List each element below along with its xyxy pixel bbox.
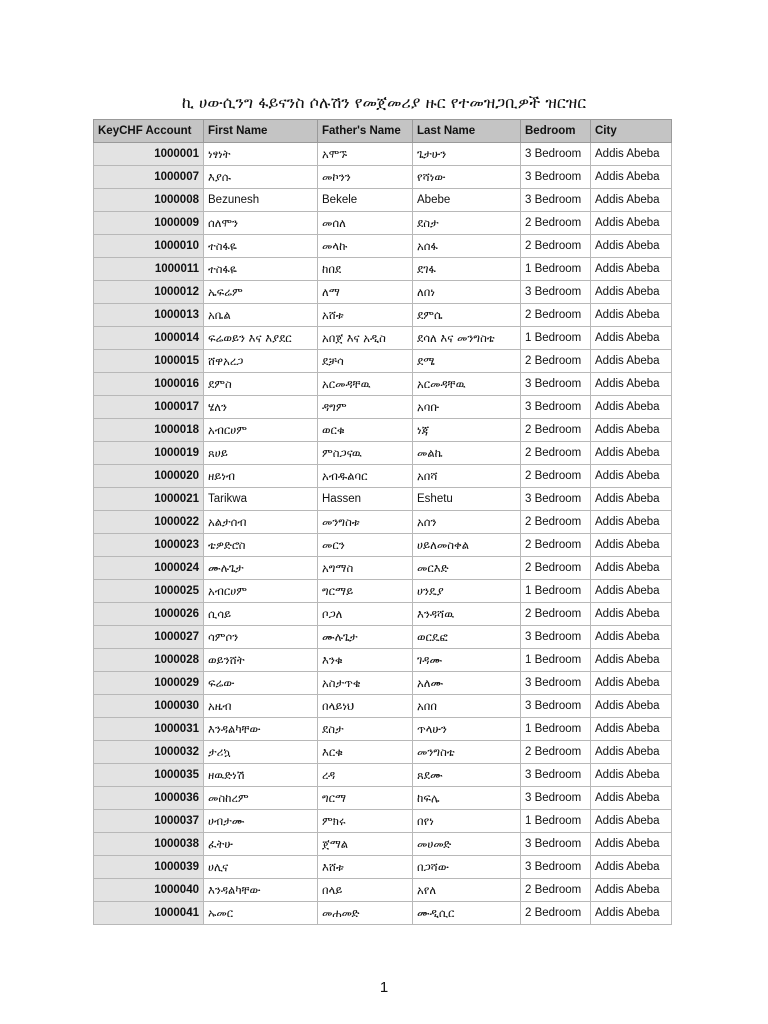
first-name-cell: ተስፋዬ [204, 258, 318, 281]
first-name-cell: ደምስ [204, 373, 318, 396]
bedroom-cell: 3 Bedroom [521, 281, 591, 304]
fathers-name-cell: አሞኙ [318, 143, 413, 166]
city-cell: Addis Abeba [591, 166, 672, 189]
first-name-cell: ተስፋዬ [204, 235, 318, 258]
account-cell: 1000020 [94, 465, 204, 488]
bedroom-cell: 3 Bedroom [521, 166, 591, 189]
bedroom-cell: 3 Bedroom [521, 373, 591, 396]
fathers-name-cell: እንቁ [318, 649, 413, 672]
bedroom-cell: 3 Bedroom [521, 764, 591, 787]
city-cell: Addis Abeba [591, 810, 672, 833]
table-row [94, 534, 672, 557]
city-cell: Addis Abeba [591, 258, 672, 281]
first-name-cell: አልታሰብ [204, 511, 318, 534]
fathers-name-cell: ለማ [318, 281, 413, 304]
last-name-cell: እንዳሻዉ [413, 603, 521, 626]
header-bedroom: Bedroom [521, 120, 591, 143]
last-name-cell: አሰን [413, 511, 521, 534]
last-name-cell: ከፍሌ [413, 787, 521, 810]
city-cell: Addis Abeba [591, 626, 672, 649]
bedroom-cell: 3 Bedroom [521, 143, 591, 166]
fathers-name-cell: እሸቱ [318, 856, 413, 879]
account-cell: 1000032 [94, 741, 204, 764]
account-cell: 1000030 [94, 695, 204, 718]
first-name-cell: ሸዋአረጋ [204, 350, 318, 373]
account-cell: 1000019 [94, 442, 204, 465]
last-name-cell: መልኬ [413, 442, 521, 465]
city-cell: Addis Abeba [591, 534, 672, 557]
table-row [94, 603, 672, 626]
city-cell: Addis Abeba [591, 327, 672, 350]
bedroom-cell: 3 Bedroom [521, 695, 591, 718]
city-cell: Addis Abeba [591, 419, 672, 442]
fathers-name-cell: አበጀ እና አዲስ [318, 327, 413, 350]
account-cell: 1000025 [94, 580, 204, 603]
account-cell: 1000011 [94, 258, 204, 281]
fathers-name-cell: በላይ [318, 879, 413, 902]
table-row [94, 810, 672, 833]
table-row [94, 695, 672, 718]
account-cell: 1000029 [94, 672, 204, 695]
first-name-cell: ፈትሁ [204, 833, 318, 856]
first-name-cell: ሰለሞን [204, 212, 318, 235]
fathers-name-cell: ከበደ [318, 258, 413, 281]
bedroom-cell: 3 Bedroom [521, 626, 591, 649]
bedroom-cell: 2 Bedroom [521, 902, 591, 925]
fathers-name-cell: መርን [318, 534, 413, 557]
city-cell: Addis Abeba [591, 396, 672, 419]
first-name-cell: ሙሉጌታ [204, 557, 318, 580]
bedroom-cell: 2 Bedroom [521, 534, 591, 557]
last-name-cell: አባቡ [413, 396, 521, 419]
header-city: City [591, 120, 672, 143]
last-name-cell: አየለ [413, 879, 521, 902]
account-cell: 1000037 [94, 810, 204, 833]
table-row [94, 143, 672, 166]
city-cell: Addis Abeba [591, 787, 672, 810]
fathers-name-cell: ደስታ [318, 718, 413, 741]
header-keychf-account: KeyCHF Account [94, 120, 204, 143]
account-cell: 1000022 [94, 511, 204, 534]
city-cell: Addis Abeba [591, 281, 672, 304]
header-fathers-name: Father's Name [318, 120, 413, 143]
city-cell: Addis Abeba [591, 557, 672, 580]
fathers-name-cell: ዳግም [318, 396, 413, 419]
first-name-cell: አቤል [204, 304, 318, 327]
table-row [94, 327, 672, 350]
account-cell: 1000031 [94, 718, 204, 741]
account-cell: 1000001 [94, 143, 204, 166]
city-cell: Addis Abeba [591, 902, 672, 925]
first-name-cell: Bezunesh [204, 189, 318, 212]
last-name-cell: Eshetu [413, 488, 521, 511]
city-cell: Addis Abeba [591, 143, 672, 166]
first-name-cell: ሲሳይ [204, 603, 318, 626]
table-row [94, 580, 672, 603]
first-name-cell: እያሱ [204, 166, 318, 189]
last-name-cell: መርእድ [413, 557, 521, 580]
account-cell: 1000028 [94, 649, 204, 672]
first-name-cell: ኡመር [204, 902, 318, 925]
table-row [94, 373, 672, 396]
bedroom-cell: 1 Bedroom [521, 580, 591, 603]
first-name-cell: ዘይነብ [204, 465, 318, 488]
bedroom-cell: 2 Bedroom [521, 511, 591, 534]
table-row [94, 442, 672, 465]
account-cell: 1000036 [94, 787, 204, 810]
last-name-cell: ደገፋ [413, 258, 521, 281]
header-last-name: Last Name [413, 120, 521, 143]
last-name-cell: አበበ [413, 695, 521, 718]
last-name-cell: ጥላሁን [413, 718, 521, 741]
first-name-cell: ኤፍሬም [204, 281, 318, 304]
first-name-cell: አብርሀም [204, 580, 318, 603]
first-name-cell: ሀብታሙ [204, 810, 318, 833]
last-name-cell: መሀመድ [413, 833, 521, 856]
table-row [94, 718, 672, 741]
table-row [94, 626, 672, 649]
first-name-cell: አብርሀም [204, 419, 318, 442]
last-name-cell: ለበነ [413, 281, 521, 304]
fathers-name-cell: አሸቱ [318, 304, 413, 327]
table-row [94, 557, 672, 580]
table-row [94, 465, 672, 488]
first-name-cell: ወይንሸት [204, 649, 318, 672]
bedroom-cell: 2 Bedroom [521, 350, 591, 373]
city-cell: Addis Abeba [591, 718, 672, 741]
account-cell: 1000039 [94, 856, 204, 879]
table-row [94, 166, 672, 189]
first-name-cell: አዜብ [204, 695, 318, 718]
first-name-cell: Tarikwa [204, 488, 318, 511]
last-name-cell: ጸደሙ [413, 764, 521, 787]
bedroom-cell: 2 Bedroom [521, 603, 591, 626]
table-row [94, 511, 672, 534]
last-name-cell: ሀይለመስቀል [413, 534, 521, 557]
last-name-cell: ደስታ [413, 212, 521, 235]
city-cell: Addis Abeba [591, 465, 672, 488]
account-cell: 1000009 [94, 212, 204, 235]
last-name-cell: በጋሻው [413, 856, 521, 879]
fathers-name-cell: ረዳ [318, 764, 413, 787]
first-name-cell: ታሪኳ [204, 741, 318, 764]
account-cell: 1000007 [94, 166, 204, 189]
account-cell: 1000040 [94, 879, 204, 902]
table-row [94, 212, 672, 235]
bedroom-cell: 1 Bedroom [521, 718, 591, 741]
fathers-name-cell: ግርማ [318, 787, 413, 810]
city-cell: Addis Abeba [591, 488, 672, 511]
fathers-name-cell: ጀማል [318, 833, 413, 856]
bedroom-cell: 2 Bedroom [521, 304, 591, 327]
fathers-name-cell: መንግስቱ [318, 511, 413, 534]
account-cell: 1000018 [94, 419, 204, 442]
bedroom-cell: 2 Bedroom [521, 442, 591, 465]
document-title: ኪ ሀውሲንግ ፋይናንስ ሶሉሽን የመጀመሪያ ዙር የተመዝጋቢዎች ዝርዝር [181, 93, 587, 112]
account-cell: 1000023 [94, 534, 204, 557]
fathers-name-cell: መኮንን [318, 166, 413, 189]
city-cell: Addis Abeba [591, 764, 672, 787]
first-name-cell: ጸሀይ [204, 442, 318, 465]
table-row [94, 764, 672, 787]
first-name-cell: ሀሊና [204, 856, 318, 879]
city-cell: Addis Abeba [591, 741, 672, 764]
first-name-cell: ሳምሶን [204, 626, 318, 649]
table-row [94, 672, 672, 695]
city-cell: Addis Abeba [591, 373, 672, 396]
city-cell: Addis Abeba [591, 695, 672, 718]
bedroom-cell: 3 Bedroom [521, 396, 591, 419]
last-name-cell: ገዳሙ [413, 649, 521, 672]
last-name-cell: የሻነው [413, 166, 521, 189]
fathers-name-cell: አርመዳቸዉ [318, 373, 413, 396]
fathers-name-cell: መሰለ [318, 212, 413, 235]
account-cell: 1000024 [94, 557, 204, 580]
bedroom-cell: 2 Bedroom [521, 741, 591, 764]
city-cell: Addis Abeba [591, 511, 672, 534]
first-name-cell: ፍሬው [204, 672, 318, 695]
bedroom-cell: 2 Bedroom [521, 557, 591, 580]
fathers-name-cell: ቦጋለ [318, 603, 413, 626]
first-name-cell: ቴዎድሮስ [204, 534, 318, 557]
fathers-name-cell: Bekele [318, 189, 413, 212]
table-row [94, 304, 672, 327]
last-name-cell: በየነ [413, 810, 521, 833]
last-name-cell: መንግስቴ [413, 741, 521, 764]
bedroom-cell: 2 Bedroom [521, 419, 591, 442]
last-name-cell: ነጃ [413, 419, 521, 442]
fathers-name-cell: ግርማይ [318, 580, 413, 603]
fathers-name-cell: መላኩ [318, 235, 413, 258]
table-row [94, 649, 672, 672]
city-cell: Addis Abeba [591, 603, 672, 626]
fathers-name-cell: እርቁ [318, 741, 413, 764]
city-cell: Addis Abeba [591, 350, 672, 373]
bedroom-cell: 3 Bedroom [521, 833, 591, 856]
last-name-cell: አሰፋ [413, 235, 521, 258]
city-cell: Addis Abeba [591, 442, 672, 465]
account-cell: 1000027 [94, 626, 204, 649]
last-name-cell: ሀንዴያ [413, 580, 521, 603]
last-name-cell: አለሙ [413, 672, 521, 695]
table-row [94, 235, 672, 258]
bedroom-cell: 1 Bedroom [521, 649, 591, 672]
fathers-name-cell: Hassen [318, 488, 413, 511]
fathers-name-cell: ደቻሳ [318, 350, 413, 373]
account-cell: 1000008 [94, 189, 204, 212]
bedroom-cell: 1 Bedroom [521, 258, 591, 281]
table-row [94, 879, 672, 902]
table-row [94, 419, 672, 442]
last-name-cell: ደምሴ [413, 304, 521, 327]
city-cell: Addis Abeba [591, 189, 672, 212]
account-cell: 1000041 [94, 902, 204, 925]
first-name-cell: እንዳልካቸው [204, 879, 318, 902]
page-number: 1 [379, 979, 389, 996]
bedroom-cell: 2 Bedroom [521, 465, 591, 488]
account-cell: 1000012 [94, 281, 204, 304]
city-cell: Addis Abeba [591, 649, 672, 672]
account-cell: 1000013 [94, 304, 204, 327]
last-name-cell: ሙዲሲር [413, 902, 521, 925]
last-name-cell: Abebe [413, 189, 521, 212]
fathers-name-cell: አስታጥቄ [318, 672, 413, 695]
account-cell: 1000038 [94, 833, 204, 856]
last-name-cell: ደሳለ እና መንግስቴ [413, 327, 521, 350]
header-first-name: First Name [204, 120, 318, 143]
first-name-cell: ፍሬወይን እና እያደር [204, 327, 318, 350]
table-row [94, 856, 672, 879]
bedroom-cell: 3 Bedroom [521, 189, 591, 212]
account-cell: 1000016 [94, 373, 204, 396]
bedroom-cell: 2 Bedroom [521, 212, 591, 235]
account-cell: 1000021 [94, 488, 204, 511]
table-row [94, 258, 672, 281]
first-name-cell: መስከረም [204, 787, 318, 810]
table-row [94, 281, 672, 304]
fathers-name-cell: ምክሩ [318, 810, 413, 833]
account-cell: 1000026 [94, 603, 204, 626]
account-cell: 1000010 [94, 235, 204, 258]
fathers-name-cell: አብዱልባር [318, 465, 413, 488]
fathers-name-cell: ወርቁ [318, 419, 413, 442]
account-cell: 1000014 [94, 327, 204, 350]
bedroom-cell: 3 Bedroom [521, 856, 591, 879]
fathers-name-cell: መሐመድ [318, 902, 413, 925]
last-name-cell: ወርዴፎ [413, 626, 521, 649]
bedroom-cell: 3 Bedroom [521, 488, 591, 511]
account-cell: 1000017 [94, 396, 204, 419]
fathers-name-cell: ምስጋናዉ [318, 442, 413, 465]
bedroom-cell: 3 Bedroom [521, 787, 591, 810]
bedroom-cell: 1 Bedroom [521, 810, 591, 833]
table-row [94, 189, 672, 212]
city-cell: Addis Abeba [591, 235, 672, 258]
account-cell: 1000035 [94, 764, 204, 787]
city-cell: Addis Abeba [591, 833, 672, 856]
account-cell: 1000015 [94, 350, 204, 373]
fathers-name-cell: አግማስ [318, 557, 413, 580]
city-cell: Addis Abeba [591, 580, 672, 603]
last-name-cell: ጌታሁን [413, 143, 521, 166]
last-name-cell: አበሻ [413, 465, 521, 488]
city-cell: Addis Abeba [591, 672, 672, 695]
city-cell: Addis Abeba [591, 304, 672, 327]
first-name-cell: ሄለን [204, 396, 318, 419]
city-cell: Addis Abeba [591, 879, 672, 902]
first-name-cell: ነፃነት [204, 143, 318, 166]
table-row [94, 833, 672, 856]
last-name-cell: ደሜ [413, 350, 521, 373]
table-row [94, 741, 672, 764]
bedroom-cell: 3 Bedroom [521, 672, 591, 695]
table-row [94, 396, 672, 419]
bedroom-cell: 2 Bedroom [521, 235, 591, 258]
first-name-cell: እንዳልካቸው [204, 718, 318, 741]
table-row [94, 488, 672, 511]
bedroom-cell: 2 Bedroom [521, 879, 591, 902]
table-row [94, 902, 672, 925]
last-name-cell: አርመዳቸዉ [413, 373, 521, 396]
bedroom-cell: 1 Bedroom [521, 327, 591, 350]
fathers-name-cell: በላይነህ [318, 695, 413, 718]
registrants-table [93, 119, 672, 925]
city-cell: Addis Abeba [591, 212, 672, 235]
first-name-cell: ዘዉድነሽ [204, 764, 318, 787]
table-row [94, 350, 672, 373]
table-header-row [94, 120, 672, 143]
table-row [94, 787, 672, 810]
fathers-name-cell: ሙሉጌታ [318, 626, 413, 649]
city-cell: Addis Abeba [591, 856, 672, 879]
